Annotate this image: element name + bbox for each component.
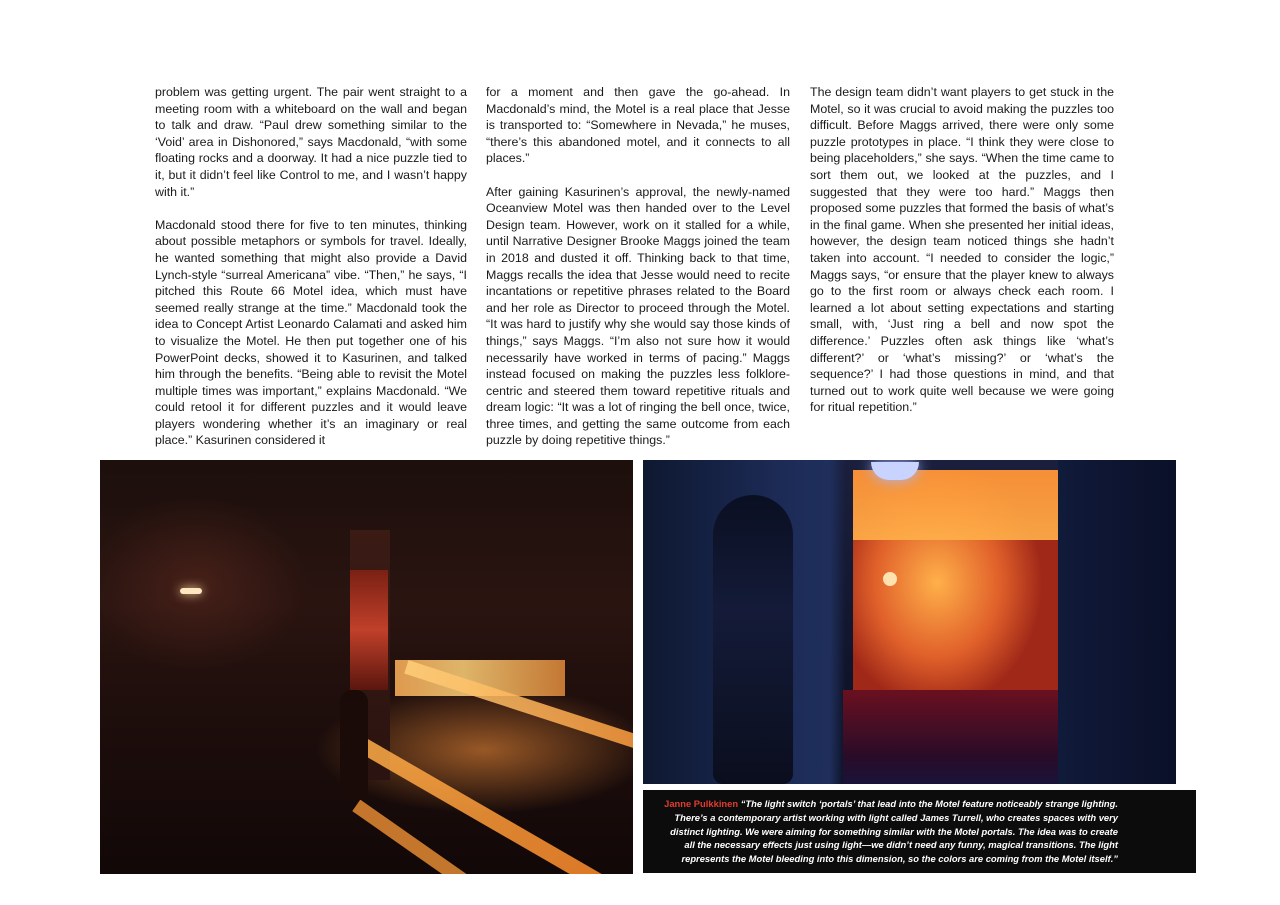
caption-quote: “The light switch ‘portals’ that lead into the Motel feature noticeably strange lighting. There’s a contemporary artist working with light called James Turrell, who creates spaces with very distinct lighting. We were aiming for something similar with the Motel portals. The idea was to create all the necessary effects just using light—we didn’t need any funny, magical transitions. The light represents the Motel bleeding into this dimension, so the colors are coming from the Motel itself.” xyxy=(670,798,1118,865)
article-column-2 xyxy=(486,84,790,466)
photo-lamp xyxy=(180,588,202,594)
paragraph: for a moment and then gave the go-ahead. In Macdonald’s mind, the Motel is a real place that Jesse is transported to: “Somewhere in Nevada,” he muses, “there’s this abandoned motel, and it connects to all places.” xyxy=(486,85,790,166)
photo-figure xyxy=(340,690,368,800)
photo-figure xyxy=(713,495,793,784)
photo-ceiling xyxy=(853,470,1063,540)
photo-caption xyxy=(643,790,1196,873)
motel-hallway-photo xyxy=(100,460,633,874)
photo-wall xyxy=(1058,460,1176,784)
photo-poster xyxy=(350,570,388,690)
light-beam xyxy=(346,731,614,874)
article-column-3 xyxy=(810,84,1114,432)
motel-portal-photo xyxy=(643,460,1176,784)
photo-floor xyxy=(843,690,1083,784)
paragraph: Macdonald stood there for five to ten minutes, thinking about possible metaphors or symbols for travel. Ideally, he wanted something that might also provide a David Lynch-style “surreal Americana” vibe. “Then,” he says, “I pitched this Route 66 Motel idea, which must have seemed really strange at the time.” Macdonald took the idea to Concept Artist Leonardo Calamati and asked him to visualize the Motel. He then put together one of his PowerPoint decks, showed it to Kasurinen, and talked him through the benefits. “Being able to revisit the Motel multiple times was important,” explains Macdonald. “We could retool it for different puzzles and it would leave players wondering whether it’s an imaginary or real place.” Kasurinen considered it xyxy=(155,217,467,448)
article-column-1 xyxy=(155,84,467,466)
paragraph: problem was getting urgent. The pair went straight to a meeting room with a whiteboard on the wall and began to talk and draw. “Paul drew something similar to the ‘Void’ area in Dishonored,” says Macdonald, “with some floating rocks and a doorway. It had a nice puzzle tied to it, but it didn’t feel like Control to me, and I wasn’t happy with it.” xyxy=(155,85,467,199)
caption-name: Janne Pulkkinen xyxy=(664,798,739,809)
photo-clock xyxy=(883,572,897,586)
paragraph: After gaining Kasurinen’s approval, the newly-named Oceanview Motel was then handed over to the Level Design team. However, work on it stalled for a while, until Narrative Designer Brooke Maggs joined the team in 2018 and dusted it off. Thinking back to that time, Maggs recalls the idea that Jesse would need to recite incantations or repetitive phrases related to the Board and her role as Director to proceed through the Motel. “It was hard to justify why she would say those kinds of things,” says Maggs. “I’m also not sure how it would necessarily have worked in terms of pacing.” Maggs instead focused on making the puzzles less folklore-centric and steered them toward repetitive rituals and dream logic: “It was a lot of ringing the bell once, twice, three times, and getting the same outcome from each puzzle by doing repetitive things.” xyxy=(486,184,790,448)
paragraph: The design team didn’t want players to get stuck in the Motel, so it was crucial to avoid making the puzzles too difficult. Before Maggs arrived, there were only some puzzle prototypes in place. “I think they were close to being placeholders,” she says. “When the time came to sort them out, we looked at the puzzles, and I suggested that they were too hard.” Maggs then proposed some puzzles that formed the basis of what’s in the final game. When she presented her initial ideas, however, the design team noticed things she hadn’t taken into account. “I needed to consider the logic,” Maggs says, “or ensure that the player knew to always go to the first room or always check each room. I learned a lot about setting expectations and starting small, with, ‘Just ring a bell and now spot the difference.’ Puzzles often ask things like ‘what’s different?’ or ‘what’s missing?’ or ‘what’s the sequence?’ I had those questions in mind, and that turned out to work quite well because we were going for ritual repetition.” xyxy=(810,85,1114,415)
